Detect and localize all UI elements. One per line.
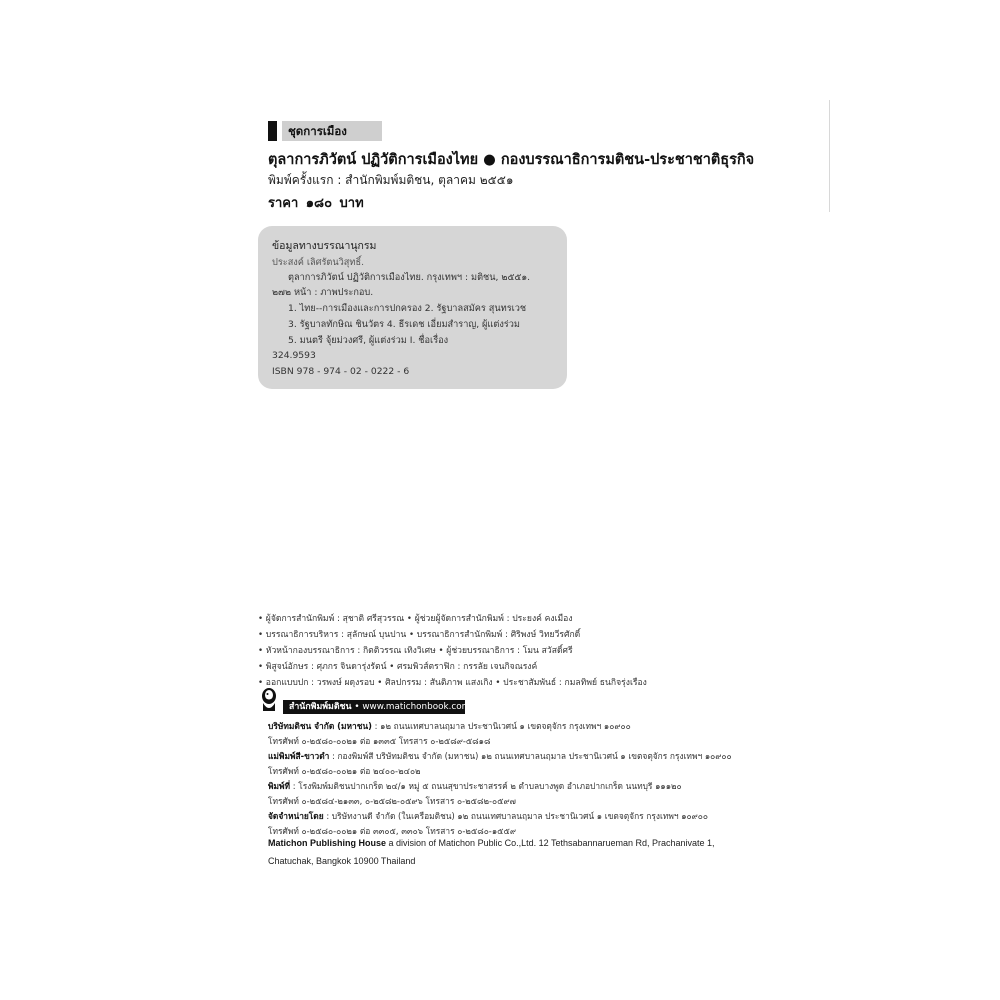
staff-line: • ผู้จัดการสำนักพิมพ์ : สุชาติ ศรีสุวรรณ • ผู้ช่วยผู้จัดการสำนักพิมพ์ : ประยงค์ คงเมือง — [258, 614, 573, 624]
publisher-url: • www.matichonbook.com — [354, 702, 471, 712]
cataloging-line: ๒๗๒ หน้า : ภาพประกอบ. — [272, 287, 374, 298]
cataloging-line: 3. รัฐบาลทักษิณ ชินวัตร 4. ธีรเดช เอี่ยมสำราญ, ผู้แต่งร่วม — [288, 319, 520, 330]
staff-line: • ออกแบบปก : วรพงษ์ ผดุงรอบ • ศิลปกรรม : สันติภาพ แสงเกิง • ประชาสัมพันธ์ : กมลทิพย์ ธนกิจรุ่งเรือง — [258, 678, 647, 688]
address-line — [268, 794, 516, 808]
cataloging-author: ประสงค์ เลิศรัตนวิสุทธิ์. — [272, 257, 364, 268]
english-imprint-line — [268, 838, 715, 848]
english-imprint-line: Chatuchak, Bangkok 10900 Thailand — [268, 856, 416, 866]
address-line — [268, 749, 732, 763]
address-line — [268, 734, 490, 748]
staff-line: • พิสูจน์อักษร : ศุภกร จินดารุ่งรัตน์ • ศรมพิวส์ตราฟิก : กรรลัย เจนกิจณรงค์ — [258, 662, 538, 672]
address-text: โทรศัพท์ ๐-๒๕๘๐-๐๐๒๑ ต่อ ๒๔๐๐-๒๔๐๒ — [268, 766, 421, 776]
english-imprint-text: a division of Matichon Public Co.,Ltd. 12 Tethsabannarueman Rd, Prachanivate 1, — [386, 838, 715, 848]
book-title: ตุลาการภิวัตน์ ปฏิวัติการเมืองไทย ● กองบรรณาธิการมติชน-ประชาชาติธุรกิจ — [268, 152, 755, 168]
address-label: จัดจำหน่ายโดย — [268, 811, 324, 821]
staff-line: • บรรณาธิการบริหาร : สุลักษณ์ บุนปาน • บรรณาธิการสำนักพิมพ์ : ศิริพงษ์ วิทยวีรศักดิ์ — [258, 630, 581, 640]
address-text: : บริษัทงานดี จำกัด (ในเครือมติชน) ๑๒ ถนนเทศบาลนฤมาล ประชานิเวศน์ ๑ เขตจตุจักร กรุงเทพฯ ๑๐๙๐๐ — [323, 811, 709, 821]
address-text: โทรศัพท์ ๐-๒๕๘๔-๒๑๓๓, ๐-๒๕๘๒-๐๕๙๖ โทรสาร ๐-๒๕๘๒-๐๕๙๗ — [268, 796, 516, 806]
address-text: : กองพิมพ์สี บริษัทมติชน จำกัด (มหาชน) ๑๒ ถนนเทศบาลนฤมาล ประชานิเวศน์ ๑ เขตจตุจักร กรุงเทพฯ ๑๐๙๐๐ — [329, 751, 732, 761]
address-text: โทรศัพท์ ๐-๒๕๘๐-๐๐๒๑ ต่อ ๓๓๐๕, ๓๓๐๖ โทรสาร ๐-๒๕๘๐-๑๕๕๙ — [268, 826, 516, 836]
address-line — [268, 764, 421, 778]
address-label: แม่พิมพ์สี-ขาวดำ — [268, 751, 330, 761]
page-edge-line — [829, 100, 830, 212]
address-line — [268, 719, 631, 733]
edition-line: พิมพ์ครั้งแรก : สำนักพิมพ์มติชน, ตุลาคม ๒๕๕๑ — [268, 173, 514, 187]
address-text: : โรงพิมพ์มติชนปากเกร็ด ๒๔/๑ หมู่ ๕ ถนนสุขาประชาสรรค์ ๒ ตำบลบางพูด อำเภอปากเกร็ด นนทบุรี ๑๑๑๒๐ — [290, 781, 682, 791]
address-line — [268, 809, 708, 823]
address-label: พิมพ์ที่ — [268, 781, 291, 791]
english-imprint-name: Matichon Publishing House — [268, 838, 387, 848]
cataloging-isbn: ISBN 978 - 974 - 02 - 0222 - 6 — [272, 366, 410, 377]
address-label: บริษัทมติชน จำกัด (มหาชน) — [268, 721, 372, 731]
cataloging-line: ตุลาการภิวัตน์ ปฏิวัติการเมืองไทย. กรุงเทพฯ : มติชน, ๒๕๕๑. — [288, 272, 531, 283]
publisher-logo-icon — [258, 687, 280, 713]
address-text: : ๑๒ ถนนเทศบาลนฤมาล ประชานิเวศน์ ๑ เขตจตุจักร กรุงเทพฯ ๑๐๙๐๐ — [371, 721, 631, 731]
series-marker — [268, 121, 277, 141]
cataloging-heading: ข้อมูลทางบรรณานุกรม — [272, 240, 377, 252]
cataloging-classification: 324.9593 — [272, 350, 316, 361]
staff-line: • หัวหน้ากองบรรณาธิการ : กิตติวรรณ เทิงวิเศษ • ผู้ช่วยบรรณาธิการ : โมน สวัสดิ์ศรี — [258, 646, 573, 656]
publisher-bar — [283, 700, 471, 714]
cataloging-line: 5. มนตรี จุ้ยม่วงศรี, ผู้แต่งร่วม I. ชื่อเรื่อง — [288, 335, 449, 346]
publisher-name: สำนักพิมพ์มติชน — [289, 702, 352, 712]
address-line — [268, 824, 516, 838]
address-line — [268, 779, 682, 793]
price-line: ราคา ๑๘๐ บาท — [268, 196, 364, 211]
series-label: ชุดการเมือง — [282, 121, 382, 141]
address-text: โทรศัพท์ ๐-๒๕๘๐-๐๐๒๑ ต่อ ๑๓๓๕ โทรสาร ๐-๒๕๘๙-๕๘๑๘ — [268, 736, 491, 746]
cataloging-box — [258, 226, 567, 389]
cataloging-line: 1. ไทย--การเมืองและการปกครอง 2. รัฐบาลสมัคร สุนทรเวช — [288, 303, 527, 314]
